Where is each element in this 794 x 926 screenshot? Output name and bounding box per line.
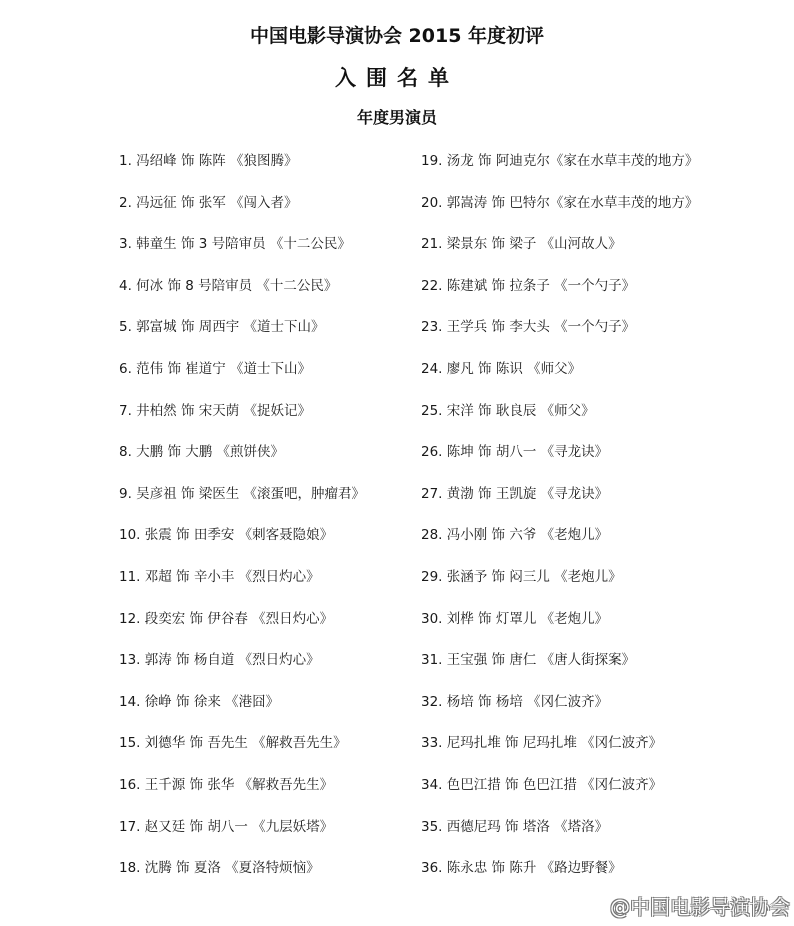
nominee-entry: 27. 黄渤 饰 王凯旋 《寻龙诀》	[421, 485, 609, 502]
nominee-entry: 8. 大鹏 饰 大鹏 《煎饼侠》	[119, 444, 285, 461]
nominee-entry: 29. 张涵予 饰 闷三儿 《老炮儿》	[421, 568, 622, 585]
nominee-entry: 5. 郭富城 饰 周西宇 《道士下山》	[119, 319, 325, 336]
nominee-entry: 2. 冯远征 饰 张军 《闯入者》	[119, 194, 298, 211]
nominee-entry: 17. 赵又廷 饰 胡八一 《九层妖塔》	[119, 818, 334, 835]
nominee-entry: 31. 王宝强 饰 唐仁 《唐人街探案》	[421, 652, 636, 669]
nominee-entry: 21. 梁景东 饰 梁子 《山河故人》	[421, 236, 622, 253]
nominee-entry: 13. 郭涛 饰 杨自道 《烈日灼心》	[119, 652, 320, 669]
nominee-entry: 4. 何冰 饰 8 号陪审员 《十二公民》	[119, 277, 338, 294]
nominee-entry: 36. 陈永忠 饰 陈升 《路边野餐》	[421, 860, 622, 877]
category-heading: 年度男演员	[356, 108, 437, 127]
nominee-entry: 28. 冯小刚 饰 六爷 《老炮儿》	[421, 527, 609, 544]
nominee-entry: 16. 王千源 饰 张华 《解救吾先生》	[119, 776, 334, 793]
nominee-entry: 10. 张震 饰 田季安 《刺客聂隐娘》	[119, 527, 334, 544]
nominee-entry: 7. 井柏然 饰 宋天荫 《捉妖记》	[119, 402, 312, 419]
document-title: 中国电影导演协会 2015 年度初评	[249, 25, 545, 47]
nominee-entry: 3. 韩童生 饰 3 号陪审员 《十二公民》	[119, 236, 351, 253]
nominee-entry: 23. 王学兵 饰 李大头 《一个勺子》	[421, 319, 636, 336]
nominee-entry: 26. 陈坤 饰 胡八一 《寻龙诀》	[421, 444, 609, 461]
nominee-entry: 15. 刘德华 饰 吾先生 《解救吾先生》	[119, 735, 347, 752]
nominee-entry: 18. 沈腾 饰 夏洛 《夏洛特烦恼》	[119, 860, 320, 877]
nominee-entry: 9. 吴彦祖 饰 梁医生 《滚蛋吧，肿瘤君》	[119, 485, 366, 502]
nominee-entry: 24. 廖凡 饰 陈识 《师父》	[421, 360, 582, 377]
nominee-entry: 22. 陈建斌 饰 拉条子 《一个勺子》	[421, 277, 636, 294]
list-subtitle: 入围名单	[335, 66, 459, 90]
watermark: @中国电影导演协会	[610, 895, 790, 919]
nominee-entry: 20. 郭嵩涛 饰 巴特尔《家在水草丰茂的地方》	[421, 194, 699, 211]
nominee-entry: 19. 汤龙 饰 阿迪克尔《家在水草丰茂的地方》	[421, 153, 699, 169]
nominee-entry: 14. 徐峥 饰 徐来 《港囧》	[119, 693, 280, 710]
nominee-entry: 6. 范伟 饰 崔道宁 《道士下山》	[119, 360, 312, 377]
nominee-entry: 25. 宋洋 饰 耿良辰 《师父》	[421, 402, 595, 419]
nominee-entry: 33. 尼玛扎堆 饰 尼玛扎堆 《冈仁波齐》	[421, 735, 663, 752]
nominee-entry: 1. 冯绍峰 饰 陈阵 《狼图腾》	[119, 153, 298, 169]
nominee-entry: 30. 刘桦 饰 灯罩儿 《老炮儿》	[421, 610, 609, 627]
nominee-entry: 12. 段奕宏 饰 伊谷春 《烈日灼心》	[119, 610, 334, 627]
nominee-entry: 35. 西德尼玛 饰 塔洛 《塔洛》	[421, 818, 609, 835]
nominee-list-left	[119, 150, 365, 899]
nominee-entry: 34. 色巴江措 饰 色巴江措 《冈仁波齐》	[421, 776, 663, 793]
nominee-list-right	[421, 150, 698, 899]
nominee-entry: 11. 邓超 饰 辛小丰 《烈日灼心》	[119, 568, 320, 585]
nominee-entry: 32. 杨培 饰 杨培 《冈仁波齐》	[421, 693, 609, 710]
